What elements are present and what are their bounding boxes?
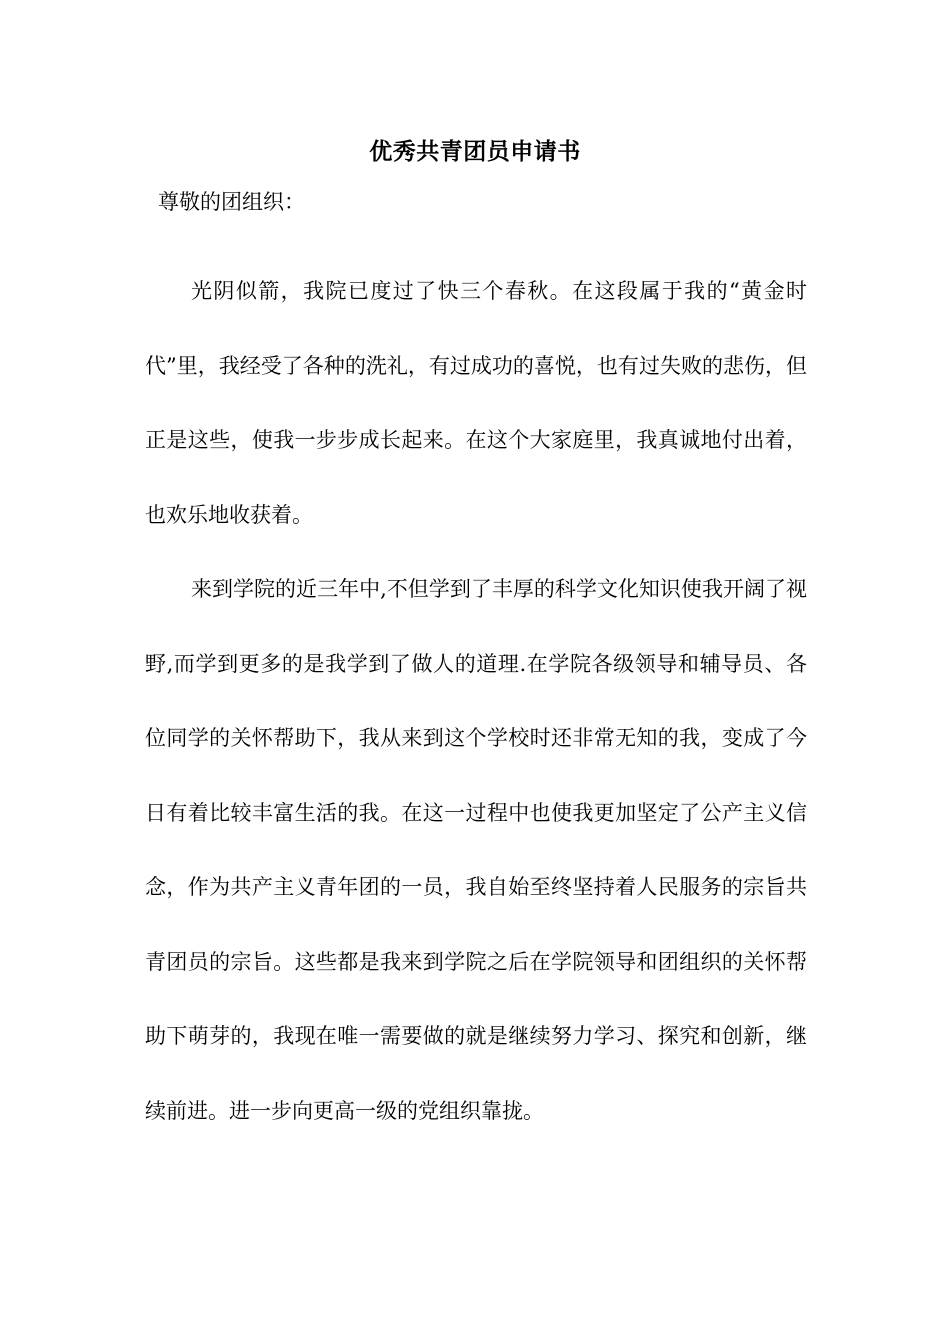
paragraph-2: 来到学院的近三年中,不但学到了丰厚的科学文化知识使我开阔了视野,而学到更多的是我学到了做人的道理.在学院各级领导和辅导员、各位同学的关怀帮助下，我从来到这个学校时还非常无知的我，变成了今日有着比较丰富生活的我。在这一过程中也使我更加坚定了公产主义信念，作为共产主义青年团的一员，我自始至终坚持着人民服务的宗旨共青团员的宗旨。这些都是我来到学院之后在学院领导和团组织的关怀帮助下萌芽的，我现在唯一需要做的就是继续努力学习、探究和创新，继续前进。进一步向更高一级的党组织靠拢。 [145,577,807,1123]
paragraph-1: 光阴似箭，我院已度过了快三个春秋。在这段属于我的“黄金时代”里，我经受了各种的洗礼，有过成功的喜悦，也有过失败的悲伤，但正是这些，使我一步步成长起来。在这个大家庭里，我真诚地付出着，也欢乐地收获着。 [145,279,807,527]
document-title: 优秀共青团员申请书 [369,139,581,165]
salutation: 尊敬的团组织： [158,190,305,214]
document-body [145,254,807,1148]
